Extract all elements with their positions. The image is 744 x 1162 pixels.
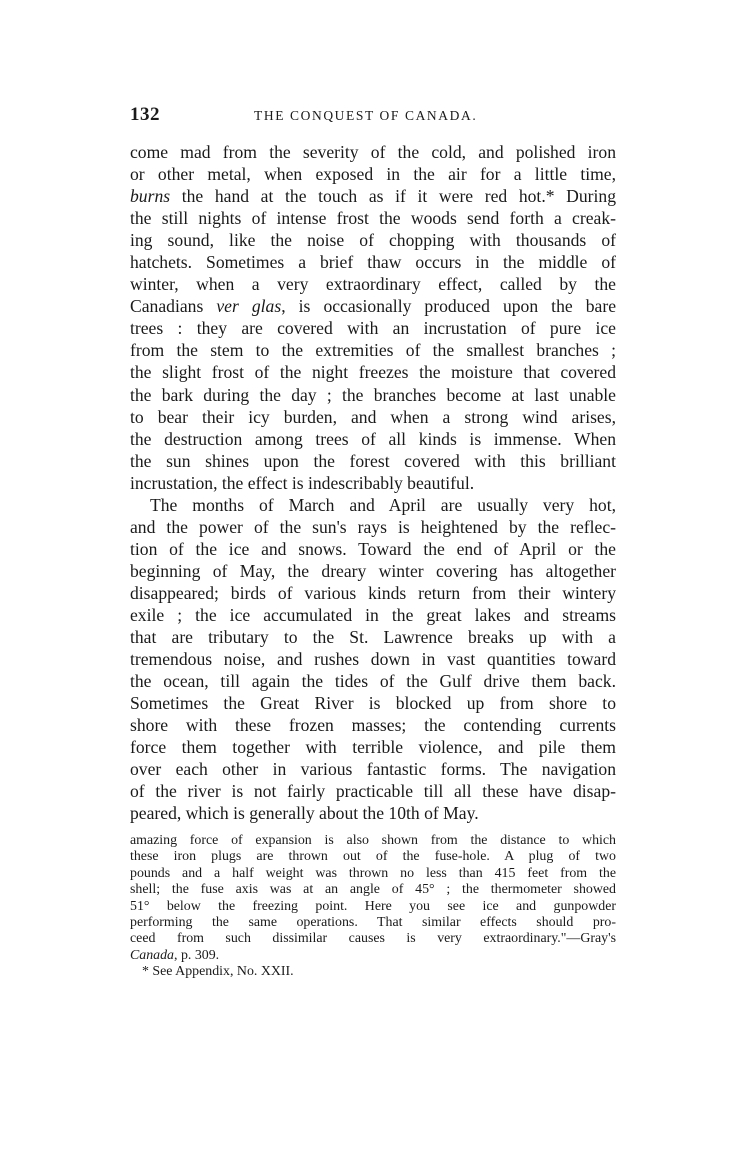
body-line: peared, which is generally about the 10th of May. [130, 803, 479, 824]
footnote-line: these iron plugs are thrown out of the fuse-hole. A plug of two [130, 849, 616, 865]
footnote-line: Canada, p. 309. [130, 947, 220, 963]
page-number: 132 [130, 104, 160, 125]
body-line: tion of the ice and snows. Toward the end of April or the [130, 538, 616, 559]
body-line: or other metal, when exposed in the air for a little time, [130, 164, 616, 185]
body-line: incrustation, the effect is indescribably beautiful. [130, 472, 475, 493]
body-line: burns the hand at the touch as if it were red hot.* During [130, 186, 616, 207]
body-line: trees : they are covered with an incrustation of pure ice [130, 318, 616, 339]
body-line: from the stem to the extremities of the smallest branches ; [130, 340, 616, 361]
italic-word: burns [130, 186, 171, 207]
body-line: winter, when a very extraordinary effect, called by the [130, 274, 616, 295]
body-text [130, 141, 616, 824]
body-line: the ocean, till again the tides of the Gulf drive them back. [130, 671, 616, 692]
body-line: to bear their icy burden, and when a strong wind arises, [130, 406, 616, 427]
body-line: the still nights of intense frost the woods send forth a creak- [130, 208, 616, 229]
body-line: the destruction among trees of all kinds is immense. When [130, 428, 616, 449]
italic-title: Canada [130, 947, 174, 963]
body-line: the slight frost of the night freezes the moisture that covered [130, 362, 616, 383]
body-line: over each other in various fantastic forms. The navigation [130, 759, 616, 780]
body-line: beginning of May, the dreary winter covering has altogether [130, 560, 616, 581]
body-line: of the river is not fairly practicable till all these have disap- [130, 781, 616, 802]
body-line: The months of March and April are usually very hot, [150, 494, 616, 515]
footnote-reference: * See Appendix, No. XXII. [142, 964, 294, 980]
footnote-line: performing the same operations. That similar effects should pro- [130, 914, 616, 930]
body-line: ing sound, like the noise of chopping with thousands of [130, 230, 616, 251]
body-line: Sometimes the Great River is blocked up from shore to [130, 693, 616, 714]
body-line: come mad from the severity of the cold, and polished iron [130, 142, 616, 162]
footnote [130, 833, 616, 981]
body-line: disappeared; birds of various kinds return from their wintery [130, 582, 616, 603]
body-line: the bark during the day ; the branches become at last unable [130, 384, 616, 405]
footnote-line: 51° below the freezing point. Here you see ice and gunpowder [130, 898, 616, 914]
body-line: force them together with terrible violence, and pile them [130, 737, 616, 758]
body-line: Canadians ver glas, is occasionally produced upon the bare [130, 296, 617, 317]
footnote-line: pounds and a half weight was thrown no less than 415 feet from the [130, 865, 616, 881]
body-line: exile ; the ice accumulated in the great lakes and streams [130, 604, 616, 625]
body-line: shore with these frozen masses; the contending currents [130, 715, 616, 736]
footnote-line: ceed from such dissimilar causes is very extraordinary."—Gray's [130, 931, 616, 947]
page-header [130, 104, 616, 128]
footnote-line: shell; the fuse axis was at an angle of 45° ; the thermometer showed [130, 882, 616, 898]
body-line: and the power of the sun's rays is heightened by the reflec- [130, 516, 616, 537]
body-line: that are tributary to the St. Lawrence breaks up with a [130, 627, 616, 648]
body-line: the sun shines upon the forest covered with this brilliant [130, 450, 616, 471]
body-line: hatchets. Sometimes a brief thaw occurs in the middle of [130, 252, 616, 273]
italic-term: ver glas [216, 296, 282, 317]
body-line: tremendous noise, and rushes down in vast quantities toward [130, 649, 616, 670]
footnote-line: amazing force of expansion is also shown from the distance to which [130, 833, 616, 848]
running-head: THE CONQUEST OF CANADA. [254, 108, 478, 123]
